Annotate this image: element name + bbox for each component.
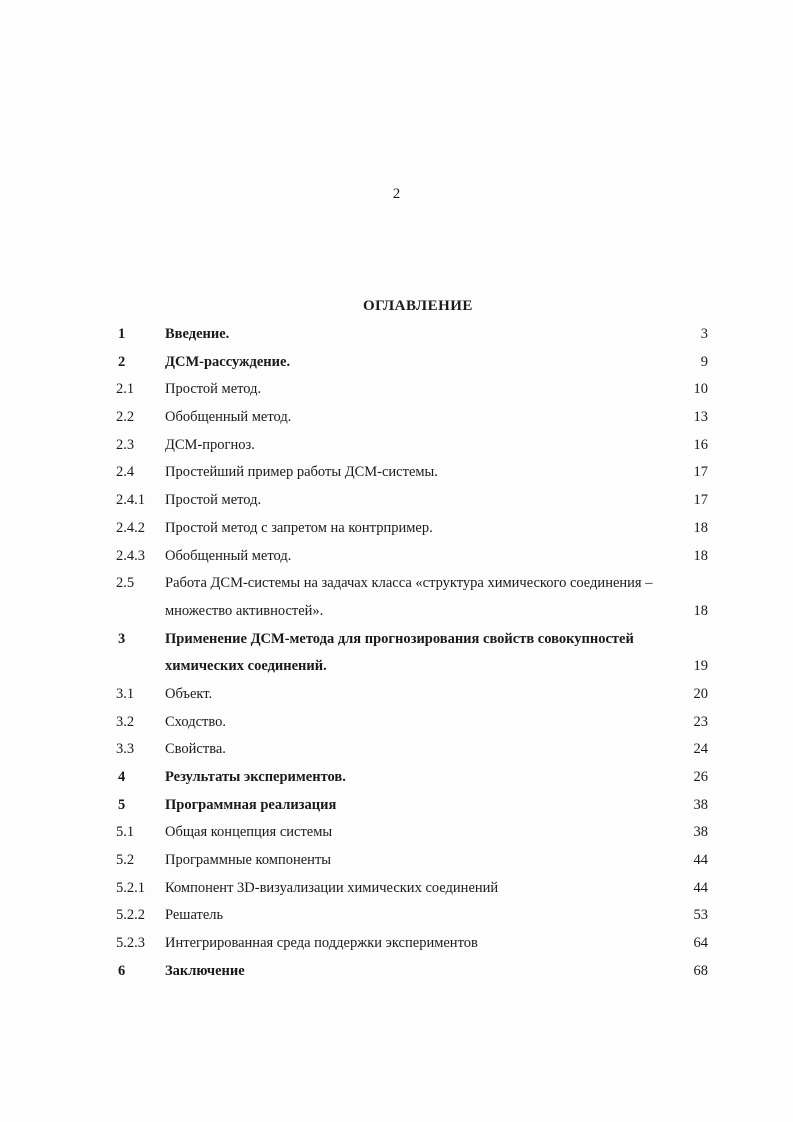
toc-entry-page: 53: [693, 907, 708, 924]
toc-entry-number: 2: [118, 353, 126, 370]
toc-entry: [116, 515, 708, 543]
toc-entry-page: 24: [693, 741, 708, 758]
toc-entry-number: 3.2: [116, 713, 135, 730]
toc-entry-title: Применение ДСМ-метода для прогнозирования свойств совокупностей: [165, 630, 634, 647]
toc-entry-number: 6: [118, 962, 126, 979]
toc-entry-number: 5.2: [116, 852, 135, 869]
toc-entry: [116, 792, 708, 820]
toc-entry-number: 4: [118, 769, 126, 785]
toc-entry-title: Интегрированная среда поддержки экспериментов: [165, 935, 478, 952]
toc-entry-page: 13: [693, 409, 708, 426]
toc-entry-number: 5.2.3: [116, 935, 145, 952]
toc-entry-number: 2.4.3: [116, 547, 145, 564]
toc-entry: [116, 930, 708, 958]
toc-entry-number: 3: [118, 630, 126, 647]
toc-entry-page: 9: [700, 353, 708, 370]
toc-entry-continuation: [116, 653, 708, 681]
toc-entry: [116, 459, 708, 487]
toc-entry-page: 38: [693, 824, 708, 841]
table-of-contents: [116, 321, 708, 986]
toc-entry-number: 1: [118, 326, 126, 342]
toc-entry-number: 2.3: [116, 436, 135, 453]
toc-entry: [116, 875, 708, 903]
toc-entry-number: 2.2: [116, 409, 135, 426]
toc-entry-number: 2.4.2: [116, 519, 145, 536]
toc-entry: [116, 487, 708, 515]
toc-entry: [116, 626, 708, 654]
toc-entry: [116, 709, 708, 737]
toc-entry-page: 68: [693, 962, 708, 979]
toc-entry-title: Общая концепция системы: [165, 824, 333, 841]
toc-entry-page: 20: [693, 685, 708, 702]
toc-entry-number: 5.2.1: [116, 879, 145, 896]
toc-entry-title: Программные компоненты: [165, 852, 332, 869]
toc-entry-title: Компонент 3D-визуализации химических соединений: [165, 879, 499, 896]
toc-title: ОГЛАВЛЕНИЕ: [363, 298, 473, 314]
toc-entry-number: 2.4.1: [116, 492, 145, 509]
toc-entry-page: 18: [693, 519, 708, 536]
toc-entry-title: ДСМ-прогноз.: [165, 436, 255, 453]
toc-entry: [116, 432, 708, 460]
toc-entry-title: Свойства.: [165, 741, 226, 758]
toc-entry-title: Заключение: [165, 962, 245, 979]
toc-entry-continuation: [116, 598, 708, 626]
toc-entry-number: 5.1: [116, 824, 135, 841]
toc-entry-title-continuation: множество активностей».: [165, 602, 324, 619]
toc-entry: [116, 847, 708, 875]
toc-entry-page: 64: [693, 935, 708, 952]
toc-entry: [116, 736, 708, 764]
toc-entry-number: 3.1: [116, 685, 135, 702]
toc-entry-title: ДСМ-рассуждение.: [165, 353, 291, 370]
toc-entry-title: Простой метод с запретом на контрпример.: [165, 519, 433, 536]
toc-entry-title: Простой метод.: [165, 381, 262, 398]
toc-entry-number: 2.1: [116, 381, 135, 398]
toc-entry-title: Обобщенный метод.: [165, 409, 292, 426]
toc-entry: [116, 321, 708, 349]
toc-entry-number: 5: [118, 796, 126, 813]
toc-entry-page: 44: [693, 879, 708, 896]
toc-entry-number: 2.5: [116, 575, 135, 592]
toc-entry-page: 18: [693, 602, 708, 619]
toc-entry-page: 26: [693, 769, 708, 785]
toc-entry-title: Простейший пример работы ДСМ-системы.: [165, 464, 438, 481]
toc-entry-number: 5.2.2: [116, 907, 145, 924]
toc-entry-title: Программная реализация: [165, 796, 337, 813]
toc-entry-page: 16: [693, 436, 708, 453]
toc-entry-title: Сходство.: [165, 713, 226, 730]
toc-entry-page: 10: [693, 381, 708, 398]
toc-entry-page: 38: [693, 796, 708, 813]
toc-entry-page: 17: [693, 492, 708, 509]
toc-entry: [116, 404, 708, 432]
toc-entry-page: 17: [693, 464, 708, 481]
toc-entry-page: 19: [693, 658, 708, 675]
toc-entry-page: 3: [700, 326, 708, 342]
toc-entry: [116, 570, 708, 598]
page-number: 2: [392, 186, 401, 202]
toc-entry-title: Решатель: [165, 907, 224, 924]
toc-entry: [116, 958, 708, 986]
toc-entry: [116, 819, 708, 847]
toc-entry-title: Объект.: [165, 685, 213, 702]
toc-entry-title: Простой метод.: [165, 492, 262, 509]
toc-entry-title: Обобщенный метод.: [165, 547, 292, 564]
toc-entry: [116, 349, 708, 377]
toc-entry-page: 18: [693, 547, 708, 564]
toc-entry: [116, 376, 708, 404]
toc-entry: [116, 543, 708, 571]
toc-entry-title: Введение.: [165, 326, 230, 342]
toc-entry: [116, 902, 708, 930]
toc-entry: [116, 764, 708, 792]
toc-entry-number: 2.4: [116, 464, 135, 481]
toc-entry-title-continuation: химических соединений.: [165, 658, 327, 675]
toc-entry-number: 3.3: [116, 741, 135, 758]
toc-entry-page: 23: [693, 713, 708, 730]
toc-entry-title: Результаты экспериментов.: [165, 769, 346, 785]
toc-entry-title: Работа ДСМ-системы на задачах класса «структура химического соединения –: [165, 575, 653, 592]
toc-entry: [116, 681, 708, 709]
toc-entry-page: 44: [693, 852, 708, 869]
